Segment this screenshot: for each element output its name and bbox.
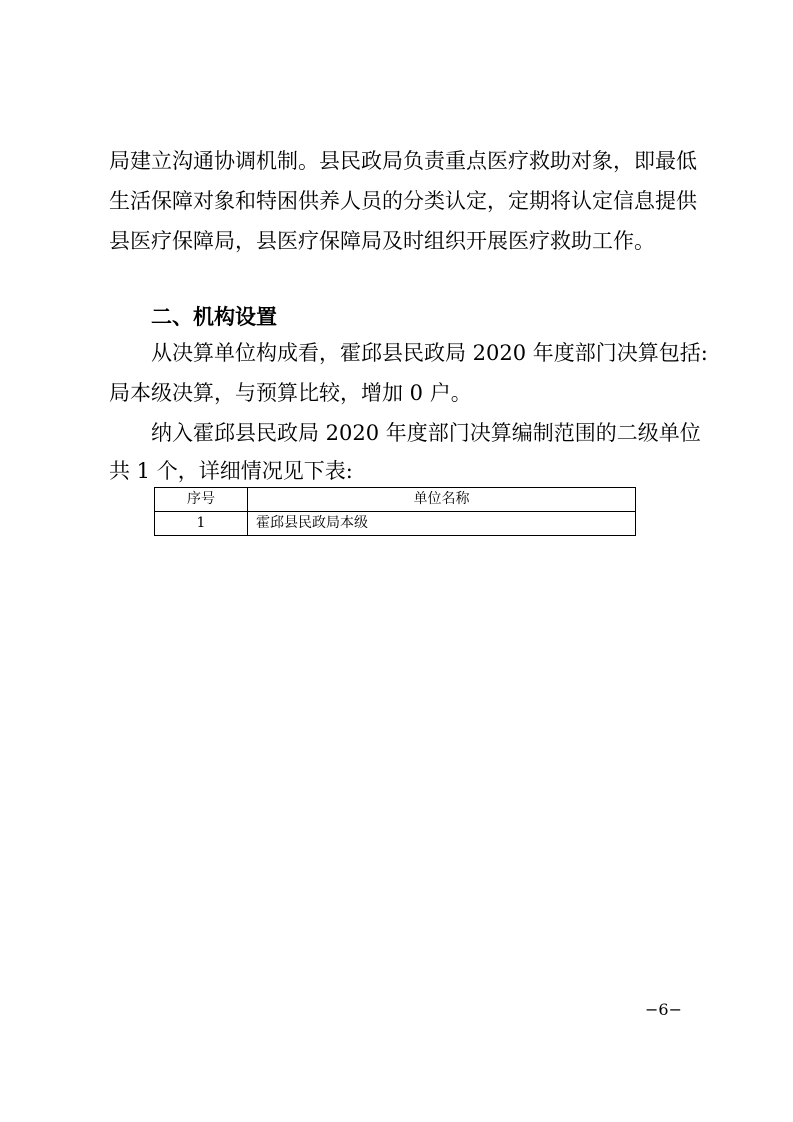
paragraph-3-line-2: 共 1 个，详细情况见下表: [109,459,353,483]
page-number: −6− [645,1000,682,1019]
column-header-number: 序号 [155,488,248,512]
table-row [155,512,636,536]
paragraph-1-line-2: 生活保障对象和特困供养人员的分类认定，定期将认定信息提供 [109,189,697,213]
paragraph-2-line-1: 从决算单位构成看，霍邱县民政局 2020 年度部门决算包括: [151,341,708,365]
paragraph-2-line-2: 局本级决算，与预算比较，增加 0 户。 [109,381,472,405]
section-heading: 二、机构设置 [151,305,277,329]
table-cell-unit-name: 霍邱县民政局本级 [248,512,636,536]
paragraph-3-line-1: 纳入霍邱县民政局 2020 年度部门决算编制范围的二级单位 [151,421,701,445]
table-header-row [155,488,636,512]
table-cell-number: 1 [155,512,248,536]
column-header-unit-name: 单位名称 [248,488,636,512]
paragraph-1-line-1: 局建立沟通协调机制。县民政局负责重点医疗救助对象，即最低 [109,149,697,173]
paragraph-1-line-3: 县医疗保障局，县医疗保障局及时组织开展医疗救助工作。 [109,229,655,253]
units-table [154,487,636,536]
